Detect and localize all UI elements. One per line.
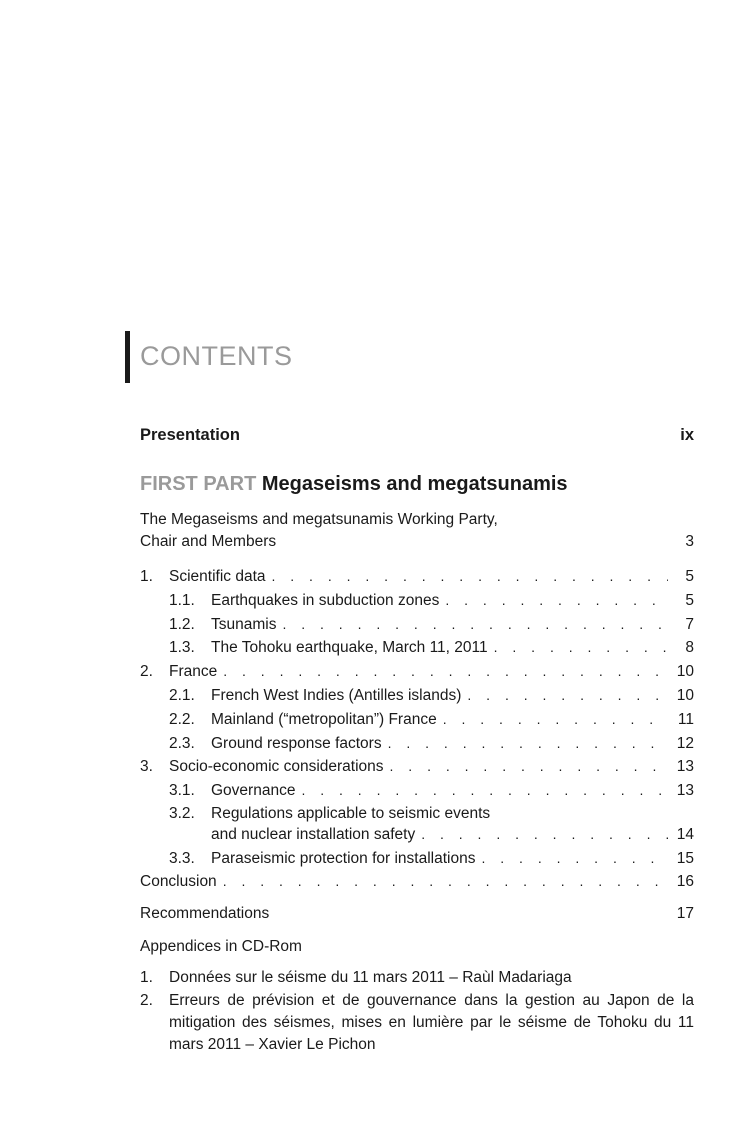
toc-entry[interactable] xyxy=(140,636,694,659)
part-heading xyxy=(140,470,568,498)
dot-leader xyxy=(388,732,668,754)
toc-page: 5 xyxy=(685,592,694,609)
appendix-item[interactable] xyxy=(140,967,694,989)
toc-page: 8 xyxy=(685,639,694,656)
toc-entry[interactable] xyxy=(140,732,694,755)
toc-entry[interactable] xyxy=(140,803,694,825)
dot-leader xyxy=(421,823,668,845)
toc-label: Earthquakes in subduction zones xyxy=(211,592,440,609)
toc-page: ix xyxy=(680,426,694,444)
toc-label: Governance xyxy=(211,782,296,799)
toc-entry-continuation[interactable] xyxy=(140,823,694,846)
page-title: CONTENTS xyxy=(140,341,293,371)
toc-label: Tsunamis xyxy=(211,616,277,633)
toc-number: 3.3. xyxy=(169,850,195,867)
toc-label-line2: and nuclear installation safety xyxy=(211,826,416,843)
toc-number: 3.1. xyxy=(169,782,195,799)
toc-page: 15 xyxy=(676,850,694,867)
toc-page: 3 xyxy=(685,533,694,550)
dot-leader xyxy=(282,613,668,635)
dot-leader xyxy=(467,684,668,706)
appendix-number: 2. xyxy=(140,992,153,1009)
toc-label: Paraseismic protection for installations xyxy=(211,850,476,867)
toc-label: The Tohoku earthquake, March 11, 2011 xyxy=(211,639,488,656)
working-party-line1: The Megaseisms and megatsunamis Working Party, xyxy=(140,511,498,528)
toc-number: 1.3. xyxy=(169,639,195,656)
toc-entry[interactable] xyxy=(140,684,694,707)
toc-entry[interactable] xyxy=(140,847,694,870)
toc-number: 2.1. xyxy=(169,687,195,704)
toc-label: France xyxy=(169,663,218,680)
toc-page: 5 xyxy=(685,568,694,585)
part-title: Megaseisms and megatsunamis xyxy=(261,473,568,495)
dot-leader xyxy=(445,589,668,611)
dot-leader xyxy=(272,565,669,587)
toc-number: 3.2. xyxy=(169,805,195,822)
toc-entry[interactable] xyxy=(140,565,694,588)
toc-number: 2.2. xyxy=(169,711,195,728)
dot-leader xyxy=(443,708,668,730)
part-label: FIRST PART xyxy=(140,473,257,495)
appendices-title-text: Appendices in CD-Rom xyxy=(140,938,302,955)
appendix-number: 1. xyxy=(140,969,153,986)
toc-label: Mainland (“metropolitan”) France xyxy=(211,711,437,728)
dot-leader xyxy=(223,870,668,892)
toc-label: Ground response factors xyxy=(211,735,382,752)
toc-entry[interactable] xyxy=(140,613,694,636)
appendix-item[interactable] xyxy=(140,990,694,1056)
toc-number: 2. xyxy=(140,663,153,680)
toc-entry-presentation[interactable] xyxy=(140,424,694,446)
toc-page: 16 xyxy=(676,873,694,890)
toc-entry[interactable] xyxy=(140,755,694,778)
heading-bar xyxy=(125,331,130,383)
appendix-text: Erreurs de prévision et de gouvernance dans la gestion au Japon de la mitigation des séismes, mises en lumière par le séisme de Tohoku du 11 mars 2011 – Xavier Le Pichon xyxy=(169,992,694,1053)
toc-label: Presentation xyxy=(140,426,240,444)
toc-page: 17 xyxy=(676,905,694,922)
toc-entry[interactable] xyxy=(140,708,694,731)
toc-page: 10 xyxy=(676,663,694,680)
toc-label: Regulations applicable to seismic events xyxy=(211,805,491,822)
appendix-text: Données sur le séisme du 11 mars 2011 – Raùl Madariaga xyxy=(169,969,572,986)
toc-label: French West Indies (Antilles islands) xyxy=(211,687,462,704)
toc-page: 7 xyxy=(685,616,694,633)
toc-label: Scientific data xyxy=(169,568,266,585)
toc-label: Conclusion xyxy=(140,873,217,890)
toc-page: 13 xyxy=(676,782,694,799)
toc-page: 14 xyxy=(676,826,694,843)
dot-leader xyxy=(390,755,668,777)
dot-leader xyxy=(481,847,668,869)
toc-page: 11 xyxy=(677,711,694,728)
appendices-title xyxy=(140,936,694,958)
toc-label: Socio-economic considerations xyxy=(169,758,384,775)
toc-entry[interactable] xyxy=(140,779,694,802)
toc-entry-recommendations[interactable] xyxy=(140,903,694,925)
toc-page: 10 xyxy=(676,687,694,704)
toc-number: 2.3. xyxy=(169,735,195,752)
toc-page: 12 xyxy=(676,735,694,752)
toc-entry-working-party[interactable] xyxy=(140,509,694,553)
toc-number: 1. xyxy=(140,568,153,585)
toc-page: 13 xyxy=(676,758,694,775)
toc-entry[interactable] xyxy=(140,870,694,893)
toc-number: 1.1. xyxy=(169,592,195,609)
toc-number: 3. xyxy=(140,758,153,775)
dot-leader xyxy=(301,779,668,801)
toc-entry[interactable] xyxy=(140,660,694,683)
working-party-line2: Chair and Members xyxy=(140,533,277,550)
toc-label: Recommendations xyxy=(140,905,270,922)
toc-number: 1.2. xyxy=(169,616,195,633)
dot-leader xyxy=(494,636,668,658)
toc-entry[interactable] xyxy=(140,589,694,612)
dot-leader xyxy=(223,660,668,682)
